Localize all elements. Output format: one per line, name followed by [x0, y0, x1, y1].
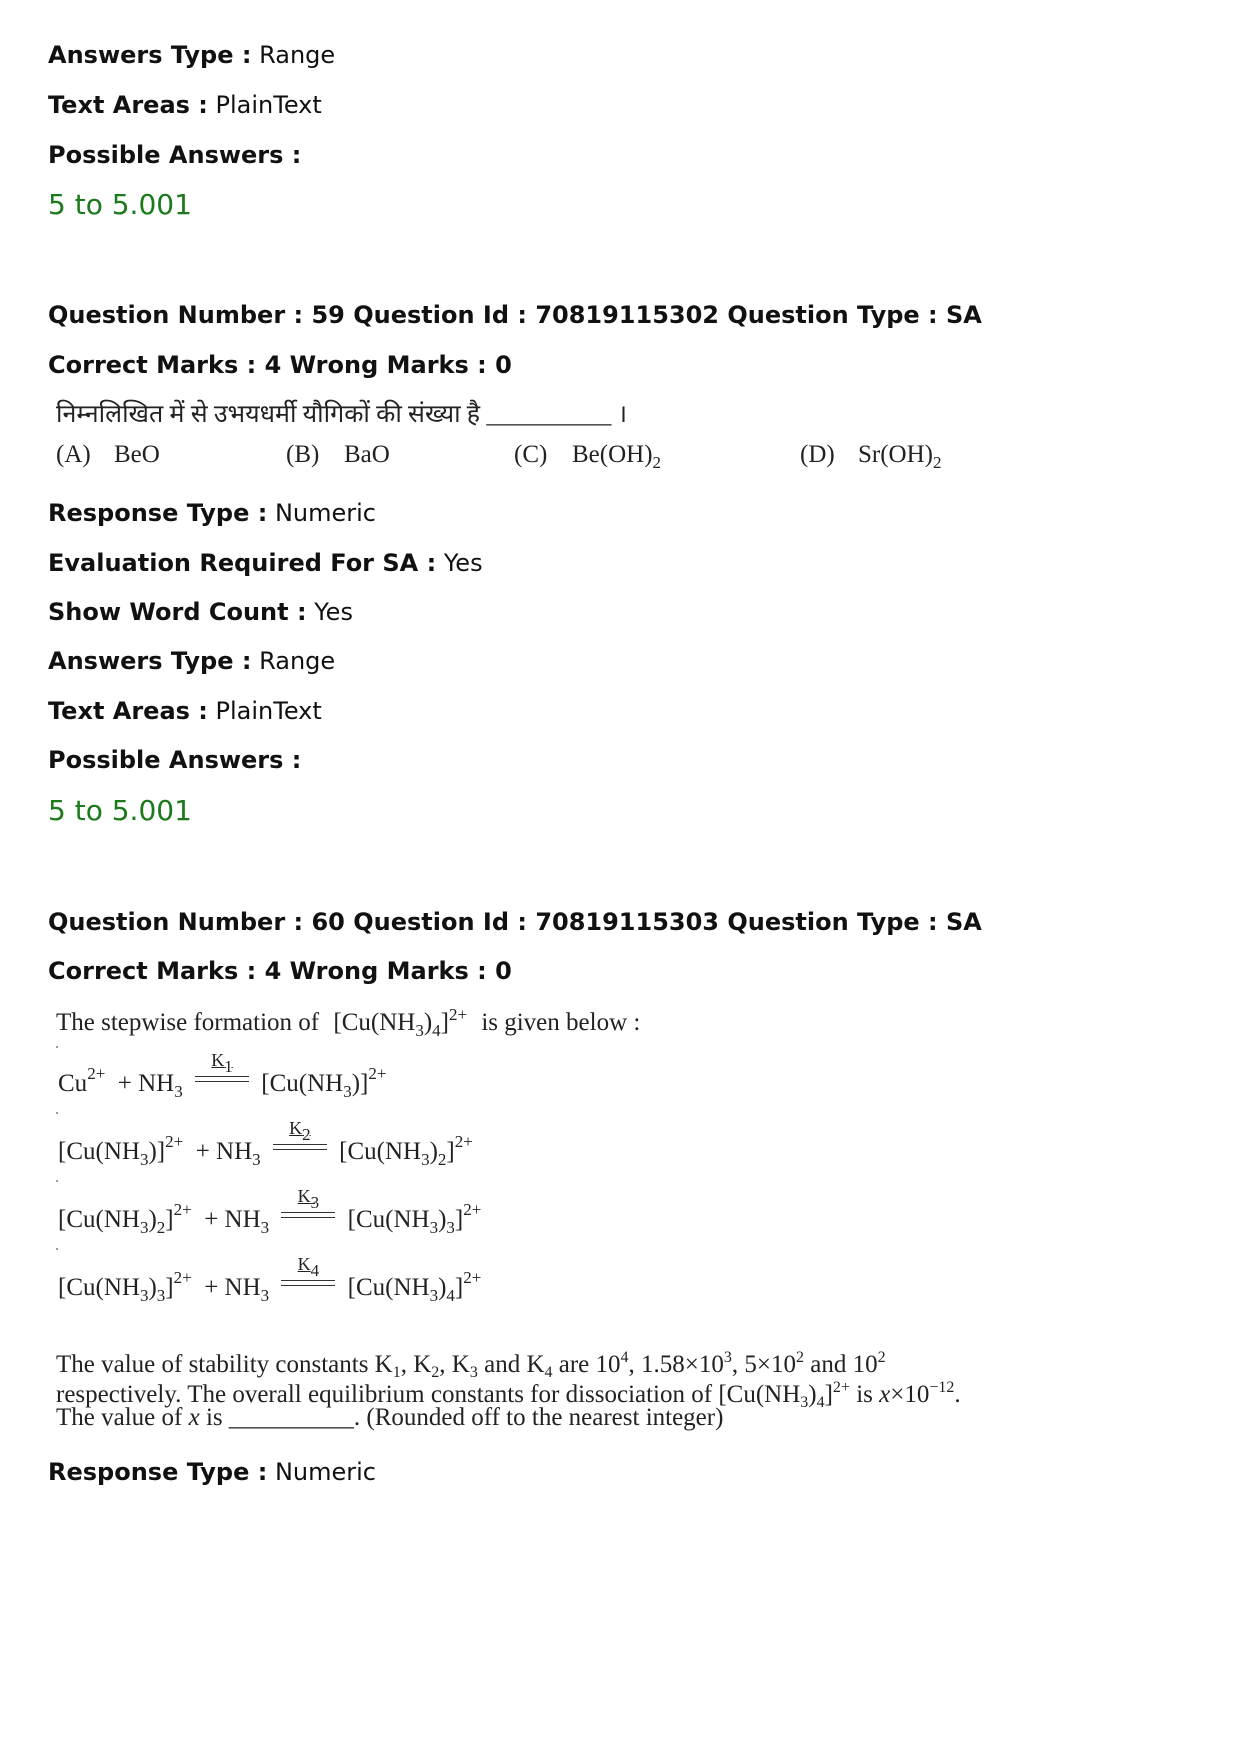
intro-complex: $[Cu(NH_3)_4]^{2+}$ — [333, 1005, 468, 1040]
field-label: Response Type : — [48, 499, 268, 527]
field-label: Answers Type : — [48, 647, 252, 675]
reaction-4: $[Cu(NH_3)_3]^{2+} + NH_3$ $K_4$ $[Cu(NH_3)_4]^{2+}$ — [58, 1254, 482, 1305]
field-value: Numeric — [274, 1458, 376, 1486]
question-60-marks: Correct Marks : 4 Wrong Marks : 0 — [48, 957, 512, 985]
option-label: (C) — [514, 441, 548, 468]
possible-answers-field — [48, 745, 301, 775]
intro-text: is given below : — [481, 1009, 641, 1036]
field-value: Yes — [314, 598, 353, 626]
option-text: BeO — [114, 441, 160, 468]
field-value: Range — [259, 41, 336, 69]
reaction-2: $[Cu(NH_3)]^{2+} + NH_3$ $K_2$ $[Cu(NH_3)_2]^{2+}$ — [58, 1118, 473, 1169]
response-type-field — [48, 498, 376, 528]
option-subscript: 2 — [652, 453, 662, 472]
field-label: Show Word Count : — [48, 598, 307, 626]
equilibrium-arrow-icon — [195, 1052, 249, 1096]
text-areas-field — [48, 90, 322, 120]
equilibrium-arrow-icon — [281, 1256, 335, 1300]
k-label: $K_2$ — [289, 1118, 311, 1144]
option-text: Sr(OH) — [858, 441, 933, 468]
bullet-dot — [56, 1248, 58, 1250]
bullet-dot — [56, 1112, 58, 1114]
field-label: Response Type : — [48, 1458, 268, 1486]
question-60-text-line-2: respectively. The overall equilibrium constants for dissociation of $[Cu(NH_3)_4]^{2+}$ is $x\times 10^{-12}$. — [56, 1379, 961, 1411]
question-60-text-line-3: The value of x is __________. (Rounded off to the nearest integer) — [56, 1404, 724, 1431]
evaluation-required-field — [48, 548, 483, 578]
bullet-dot — [56, 1046, 58, 1048]
field-label: Answers Type : — [48, 41, 252, 69]
reaction-1: $Cu^{2+} + NH_3$ $K_1$ $[Cu(NH_3)]^{2+}$ — [58, 1050, 387, 1101]
reaction-3: $[Cu(NH_3)_2]^{2+} + NH_3$ $K_3$ $[Cu(NH_3)_3]^{2+}$ — [58, 1186, 482, 1237]
field-value: PlainText — [215, 697, 322, 725]
option-c — [514, 440, 661, 478]
field-label: Possible Answers : — [48, 141, 302, 169]
option-label: (B) — [286, 441, 320, 468]
show-word-count-field — [48, 597, 353, 627]
question-59-marks: Correct Marks : 4 Wrong Marks : 0 — [48, 351, 512, 379]
field-value: Yes — [443, 549, 483, 577]
field-label: Text Areas : — [48, 697, 208, 725]
question-60-header: Question Number : 60 Question Id : 70819115303 Question Type : SA — [48, 908, 982, 936]
question-59-prompt: निम्नलिखित में से उभयधर्मी यौगिकों की संख्या है __________ । — [56, 401, 628, 428]
intro-text: The stepwise formation of — [56, 1009, 320, 1036]
question-60-text-line-1: The value of stability constants $K_1$, $K_2$, $K_3$ and $K_4$ are $10^4$, $1.58\times 10^3$, $5\times 10^2$ and $10^2$ — [56, 1349, 886, 1381]
k-label: $K_3$ — [297, 1186, 320, 1212]
k-label: $K_4$ — [297, 1254, 320, 1280]
field-label: Possible Answers : — [48, 746, 302, 774]
response-type-field — [48, 1457, 376, 1487]
option-a — [56, 440, 160, 470]
equilibrium-arrow-icon — [273, 1120, 327, 1164]
field-value: PlainText — [215, 91, 322, 119]
possible-answers-field — [48, 140, 301, 170]
question-60-intro — [56, 1000, 640, 1046]
equilibrium-arrow-icon — [281, 1188, 335, 1232]
option-label: (A) — [56, 441, 91, 468]
possible-answer-value: 5 to 5.001 — [48, 188, 192, 221]
option-b — [286, 440, 390, 470]
field-label: Evaluation Required For SA : — [48, 549, 437, 577]
option-subscript: 2 — [933, 453, 942, 472]
field-value: Range — [259, 647, 336, 675]
option-text: BaO — [344, 441, 390, 468]
possible-answer-value: 5 to 5.001 — [48, 794, 192, 827]
question-59-header: Question Number : 59 Question Id : 70819115302 Question Type : SA — [48, 301, 982, 329]
bullet-dot — [56, 1180, 58, 1182]
option-label: (D) — [800, 441, 835, 468]
option-d — [800, 440, 942, 478]
answers-type-field — [48, 40, 335, 70]
answers-type-field — [48, 646, 335, 676]
field-label: Text Areas : — [48, 91, 208, 119]
option-text: Be(OH) — [572, 441, 653, 468]
text-areas-field — [48, 696, 322, 726]
field-value: Numeric — [274, 499, 376, 527]
k-label: $K_1$ — [211, 1050, 233, 1076]
